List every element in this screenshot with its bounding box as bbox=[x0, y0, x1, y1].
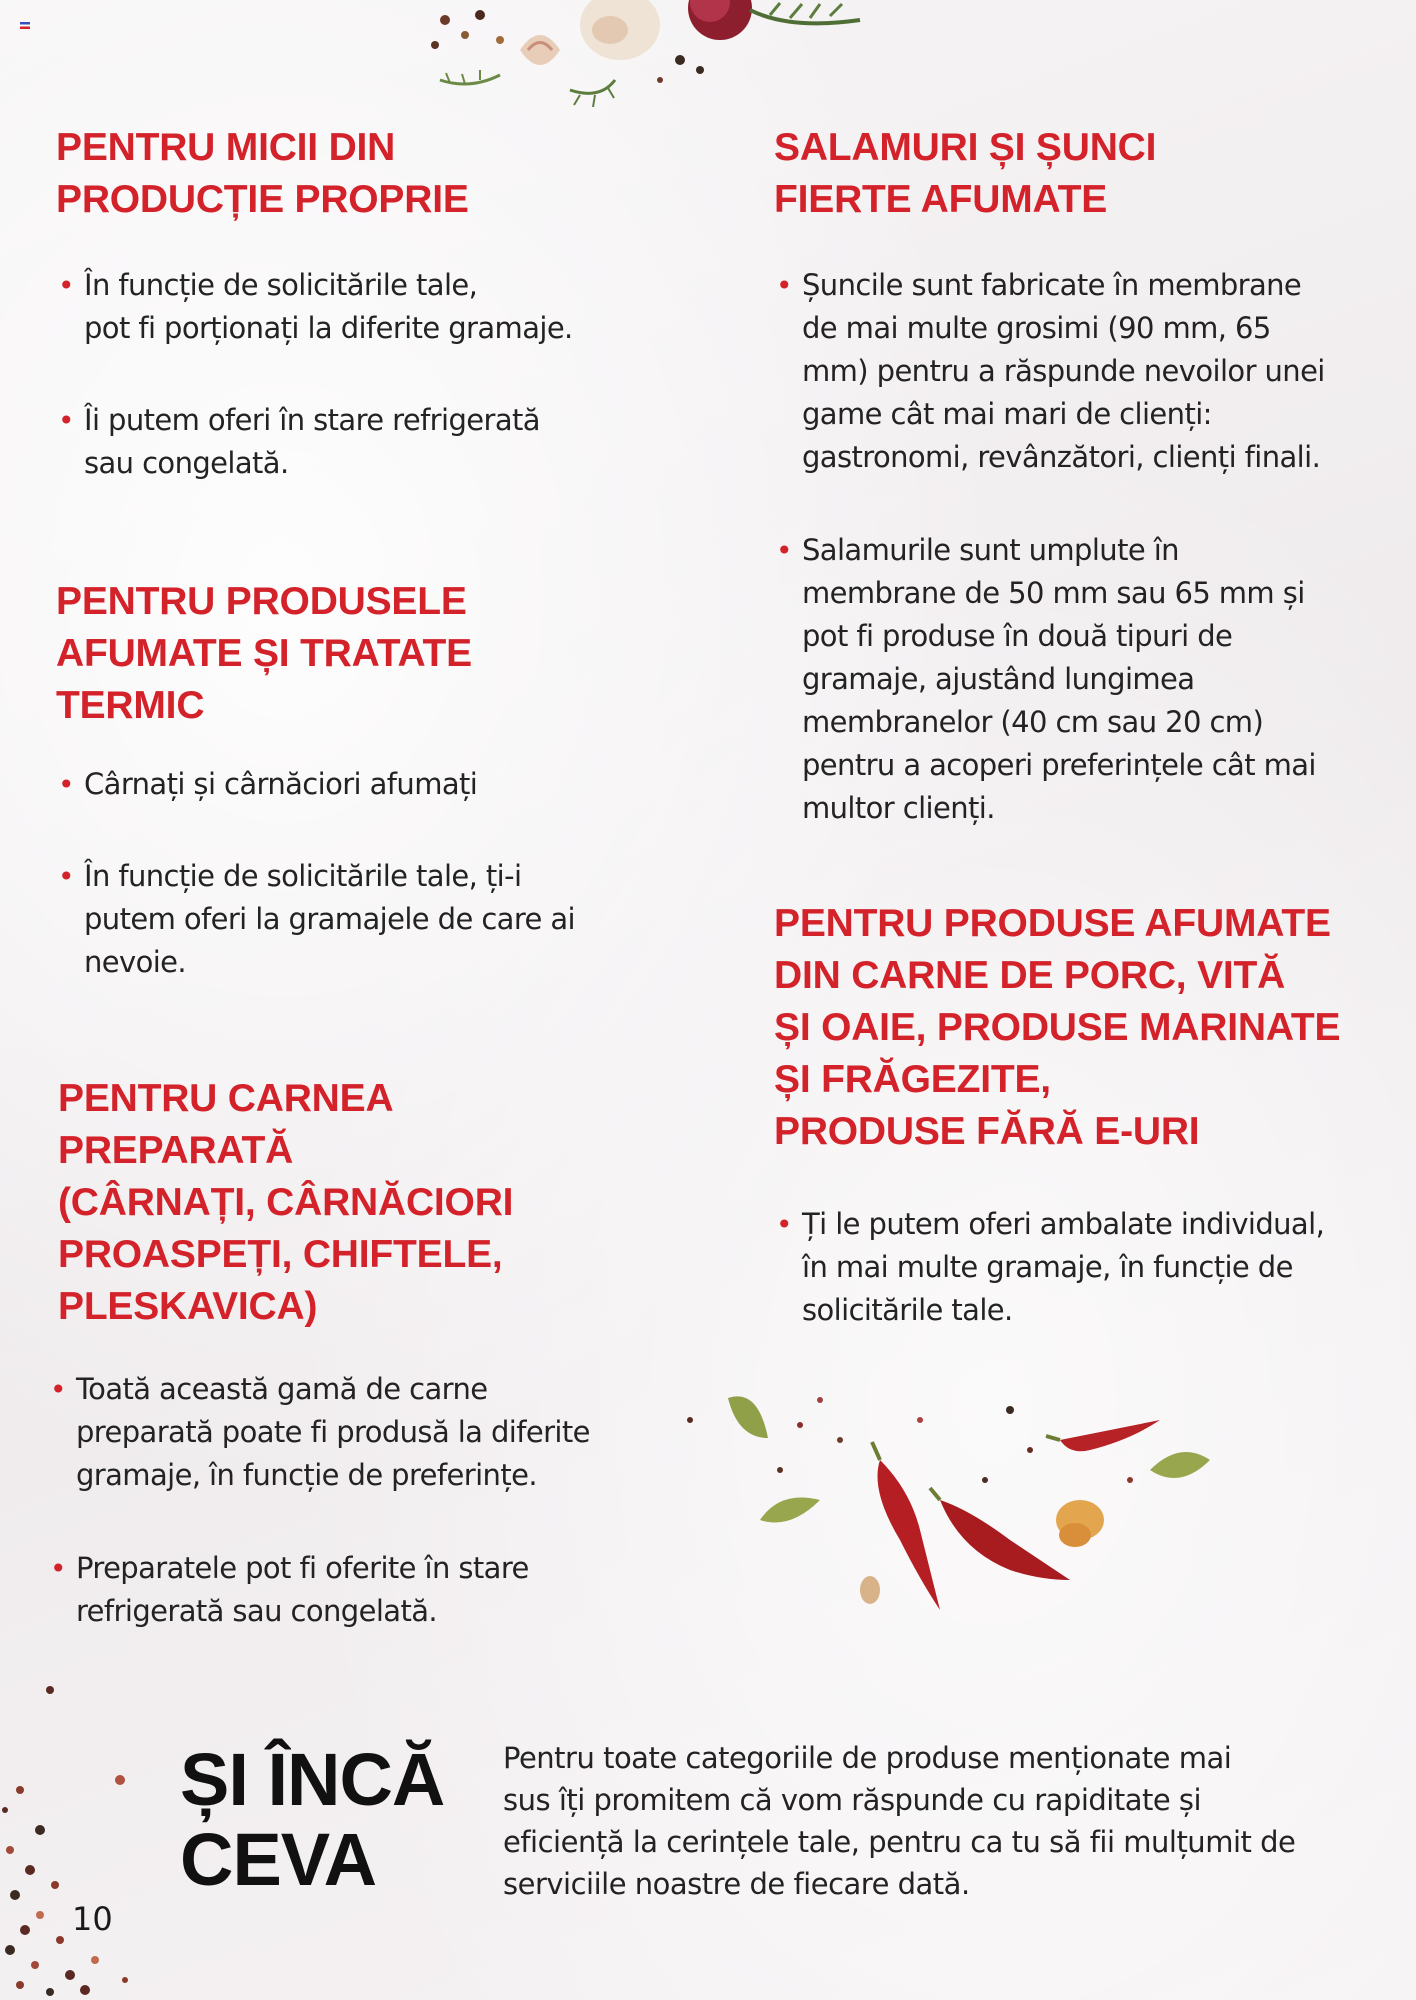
heading-line: DIN CARNE DE PORC, VITĂ bbox=[774, 954, 1286, 997]
bullet-text: gramaje, în funcție de preferințe. bbox=[76, 1458, 537, 1492]
bullet-text: pot fi produse în două tipuri de bbox=[802, 619, 1233, 653]
final-paragraph bbox=[503, 1737, 1356, 1905]
heading-line: PENTRU PRODUSE AFUMATE bbox=[774, 902, 1331, 945]
final-paragraph-line: eficiență la cerințele tale, pentru ca tu să fii mulțumit de bbox=[503, 1825, 1296, 1859]
heading-produse-afumate bbox=[56, 576, 472, 732]
bullet-icon: • bbox=[58, 768, 74, 801]
list-item bbox=[774, 529, 1394, 830]
heading-line: PLESKAVICA) bbox=[58, 1285, 318, 1328]
heading-line: PREPARATĂ bbox=[58, 1129, 294, 1172]
bullet-list-micii bbox=[56, 264, 656, 485]
heading-line: TERMIC bbox=[56, 684, 205, 727]
bullet-text: Toată această gamă de carne bbox=[76, 1372, 488, 1406]
heading-line: PENTRU CARNEA bbox=[58, 1077, 394, 1120]
heading-produse-afumate-carne bbox=[774, 898, 1340, 1158]
bullet-icon: • bbox=[58, 860, 74, 893]
bullet-list-carnea bbox=[48, 1368, 668, 1633]
bullet-text: În funcție de solicitările tale, ți-i bbox=[84, 859, 522, 893]
heading-line: PRODUCȚIE PROPRIE bbox=[56, 178, 469, 221]
bullet-text: preparată poate fi produsă la diferite bbox=[76, 1415, 590, 1449]
bullet-icon: • bbox=[58, 269, 74, 302]
heading-line: PENTRU MICII DIN bbox=[56, 126, 396, 169]
list-item bbox=[48, 1547, 668, 1633]
bullet-text: nevoie. bbox=[84, 945, 187, 979]
heading-line: PENTRU PRODUSELE bbox=[56, 580, 467, 623]
bullet-text: pot fi porționați la diferite gramaje. bbox=[84, 311, 573, 345]
list-item bbox=[56, 855, 656, 984]
flag-icon bbox=[20, 22, 30, 29]
list-item bbox=[774, 1203, 1394, 1332]
spices-top-decoration bbox=[420, 0, 900, 130]
list-item bbox=[48, 1368, 668, 1497]
list-item bbox=[774, 264, 1394, 479]
bullet-text: Cârnați și cârnăciori afumați bbox=[84, 767, 478, 801]
heading-carnea-preparata bbox=[58, 1073, 513, 1333]
bullet-text: game cât mai mari de clienți: bbox=[802, 397, 1212, 431]
bullet-icon: • bbox=[776, 269, 792, 302]
bullet-text: membranelor (40 cm sau 20 cm) bbox=[802, 705, 1264, 739]
heading-salamuri bbox=[774, 122, 1156, 226]
bullet-text: de mai multe grosimi (90 mm, 65 bbox=[802, 311, 1271, 345]
final-paragraph-line: sus îți promitem că vom răspunde cu rapiditate și bbox=[503, 1783, 1202, 1817]
page-number: 10 bbox=[72, 1900, 113, 1938]
final-title-line: CEVA bbox=[180, 1818, 377, 1901]
peppercorns-corner-decoration bbox=[0, 1680, 140, 2000]
heading-line: PROASPEȚI, CHIFTELE, bbox=[58, 1233, 503, 1276]
bullet-text: Salamurile sunt umplute în bbox=[802, 533, 1179, 567]
bullet-text: gramaje, ajustând lungimea bbox=[802, 662, 1195, 696]
heading-line: PRODUSE FĂRĂ E-URI bbox=[774, 1110, 1200, 1153]
final-paragraph-line: Pentru toate categoriile de produse menționate mai bbox=[503, 1741, 1232, 1775]
bullet-icon: • bbox=[58, 404, 74, 437]
heading-line: FIERTE AFUMATE bbox=[774, 178, 1108, 221]
bullet-text: Îi putem oferi în stare refrigerată bbox=[84, 403, 540, 437]
heading-line: (CÂRNAȚI, CÂRNĂCIORI bbox=[58, 1181, 514, 1224]
heading-line: AFUMATE ȘI TRATATE bbox=[56, 632, 472, 675]
bullet-text: Preparatele pot fi oferite în stare bbox=[76, 1551, 529, 1585]
bullet-text: membrane de 50 mm sau 65 mm și bbox=[802, 576, 1305, 610]
bullet-icon: • bbox=[776, 1208, 792, 1241]
bullet-text: sau congelată. bbox=[84, 446, 289, 480]
bullet-text: mm) pentru a răspunde nevoilor unei bbox=[802, 354, 1325, 388]
bullet-list-produse-afumate bbox=[774, 1203, 1394, 1332]
bullet-text: În funcție de solicitările tale, bbox=[84, 268, 478, 302]
list-item bbox=[56, 399, 656, 485]
bullet-text: pentru a acoperi preferințele cât mai bbox=[802, 748, 1316, 782]
final-paragraph-line: serviciile noastre de fiecare dată. bbox=[503, 1867, 970, 1901]
bullet-text: în mai multe gramaje, în funcție de bbox=[802, 1250, 1293, 1284]
final-title-line: ȘI ÎNCĂ bbox=[180, 1738, 445, 1821]
bullet-text: Ți le putem oferi ambalate individual, bbox=[802, 1207, 1325, 1241]
heading-line: ȘI OAIE, PRODUSE MARINATE bbox=[774, 1006, 1341, 1049]
chili-peppers-decoration bbox=[680, 1380, 1220, 1620]
bullet-list-afumate bbox=[56, 763, 656, 984]
list-item bbox=[56, 264, 656, 350]
bullet-list-salamuri bbox=[774, 264, 1394, 830]
list-item bbox=[56, 763, 656, 806]
heading-line: SALAMURI ȘI ȘUNCI bbox=[774, 126, 1157, 169]
heading-line: ȘI FRĂGEZITE, bbox=[774, 1058, 1051, 1101]
bullet-text: refrigerată sau congelată. bbox=[76, 1594, 438, 1628]
bullet-text: multor clienți. bbox=[802, 791, 995, 825]
bullet-text: gastronomi, revânzători, clienți finali. bbox=[802, 440, 1321, 474]
bullet-icon: • bbox=[50, 1552, 66, 1585]
bullet-text: solicitările tale. bbox=[802, 1293, 1013, 1327]
final-title bbox=[180, 1740, 444, 1900]
bullet-text: putem oferi la gramajele de care ai bbox=[84, 902, 576, 936]
bullet-icon: • bbox=[776, 534, 792, 567]
bullet-icon: • bbox=[50, 1373, 66, 1406]
bullet-text: Șuncile sunt fabricate în membrane bbox=[802, 268, 1302, 302]
heading-micii bbox=[56, 122, 469, 226]
